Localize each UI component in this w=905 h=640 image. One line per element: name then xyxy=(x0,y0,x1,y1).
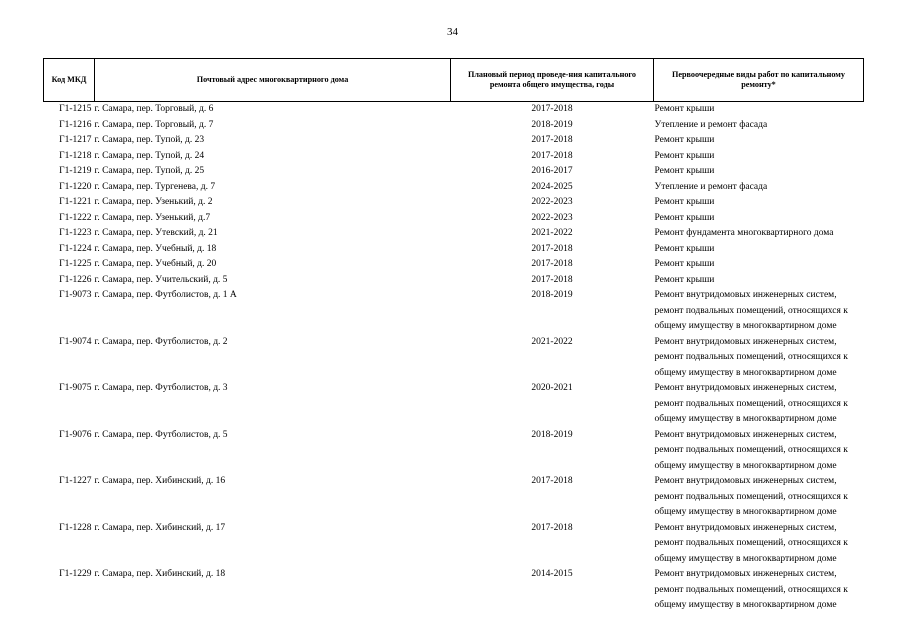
work-line: Ремонт внутридомовых инженерных систем, xyxy=(654,522,837,533)
cell-code: Г1-1216 xyxy=(59,119,92,130)
cell-works xyxy=(654,474,864,521)
table-row xyxy=(44,273,864,289)
work-line: Ремонт крыши xyxy=(654,166,715,176)
cell-works xyxy=(654,428,864,475)
capital-repair-table xyxy=(43,58,864,614)
cell-address: г. Самара, пер. Узенький, д. 2 xyxy=(94,197,213,207)
cell-period: 2018-2019 xyxy=(531,429,573,440)
cell-works xyxy=(654,257,864,273)
cell-address: г. Самара, пер. Учебный, д. 18 xyxy=(94,243,217,254)
cell-code: Г1-1228 xyxy=(59,522,92,533)
cell-address: г. Самара, пер. Хибинский, д. 18 xyxy=(94,569,226,579)
work-line: общему имуществу в многоквартирном доме xyxy=(654,600,837,610)
cell-works xyxy=(654,102,864,118)
cell-address: г. Самара, пер. Тургенева, д. 7 xyxy=(94,181,216,192)
table-row xyxy=(44,133,864,149)
work-line: Ремонт крыши xyxy=(654,104,715,114)
cell-works xyxy=(654,118,864,134)
table-row xyxy=(44,567,864,614)
work-line: Ремонт крыши xyxy=(654,243,715,254)
table-body xyxy=(44,102,864,614)
cell-code: Г1-1222 xyxy=(59,212,92,223)
work-line: Утепление и ремонт фасада xyxy=(654,181,768,192)
cell-works xyxy=(654,149,864,165)
cell-period: 2017-2018 xyxy=(531,259,573,269)
cell-period: 2020-2021 xyxy=(531,383,573,393)
table-row xyxy=(44,118,864,134)
work-line: Ремонт крыши xyxy=(654,135,715,145)
cell-period: 2018-2019 xyxy=(531,119,573,130)
cell-code: Г1-1224 xyxy=(59,243,92,254)
cell-address: г. Самара, пер. Футболистов, д. 3 xyxy=(94,383,228,393)
table-row xyxy=(44,102,864,118)
cell-period: 2017-2018 xyxy=(531,243,573,254)
table-row xyxy=(44,288,864,335)
work-line: Ремонт внутридомовых инженерных систем, xyxy=(654,336,837,347)
table-row xyxy=(44,195,864,211)
cell-address: г. Самара, пер. Утевский, д. 21 xyxy=(94,228,218,238)
work-line: Ремонт крыши xyxy=(654,212,715,223)
cell-address: г. Самара, пер. Хибинский, д. 16 xyxy=(94,476,226,486)
cell-period: 2022-2023 xyxy=(531,212,573,223)
cell-code: Г1-1227 xyxy=(59,476,92,486)
cell-address: г. Самара, пер. Торговый, д. 7 xyxy=(94,119,214,130)
cell-period: 2018-2019 xyxy=(531,290,573,300)
work-line: общему имуществу в многоквартирном доме xyxy=(654,507,837,517)
cell-address: г. Самара, пер. Учительский, д. 5 xyxy=(94,274,228,285)
work-line: ремонт подвальных помещений, относящихся к xyxy=(654,352,848,362)
work-line: общему имуществу в многоквартирном доме xyxy=(654,367,837,378)
header-period: Плановый период проведе-ния капитального ремонта общего имущества, годы xyxy=(451,59,654,102)
work-line: Ремонт крыши xyxy=(654,197,715,207)
cell-works xyxy=(654,164,864,180)
cell-code: Г1-1229 xyxy=(59,569,92,579)
work-line: ремонт подвальных помещений, относящихся к xyxy=(654,584,848,595)
page-number: 34 xyxy=(447,26,458,38)
cell-works xyxy=(654,381,864,428)
work-line: ремонт подвальных помещений, относящихся к xyxy=(654,538,848,548)
work-line: Ремонт фундамента многоквартирного дома xyxy=(654,228,834,238)
cell-code: Г1-1220 xyxy=(59,181,92,192)
cell-works xyxy=(654,133,864,149)
cell-address: г. Самара, пер. Узенький, д.7 xyxy=(94,212,211,223)
work-line: Ремонт внутридомовых инженерных систем, xyxy=(654,476,837,486)
work-line: ремонт подвальных помещений, относящихся к xyxy=(654,491,848,502)
table-header xyxy=(44,59,864,102)
table-row xyxy=(44,242,864,258)
table-row xyxy=(44,164,864,180)
cell-code: Г1-1217 xyxy=(59,135,92,145)
cell-period: 2022-2023 xyxy=(531,197,573,207)
table-row xyxy=(44,149,864,165)
header-address: Почтовый адрес многоквартирного дома xyxy=(95,59,451,102)
cell-code: Г1-1219 xyxy=(59,166,92,176)
work-line: общему имуществу в многоквартирном доме xyxy=(654,553,837,564)
cell-code: Г1-9074 xyxy=(59,336,92,347)
work-line: Ремонт внутридомовых инженерных систем, xyxy=(654,429,837,440)
cell-code: Г1-1218 xyxy=(59,150,92,161)
table-row xyxy=(44,180,864,196)
work-line: Ремонт внутридомовых инженерных систем, xyxy=(654,569,837,579)
cell-works xyxy=(654,195,864,211)
cell-address: г. Самара, пер. Футболистов, д. 2 xyxy=(94,336,228,347)
header-code: Код МКД xyxy=(44,59,95,102)
cell-code: Г1-1221 xyxy=(59,197,92,207)
table-row xyxy=(44,211,864,227)
cell-works xyxy=(654,335,864,382)
cell-works xyxy=(654,226,864,242)
work-line: общему имуществу в многоквартирном доме xyxy=(654,460,837,471)
cell-address: г. Самара, пер. Торговый, д. 6 xyxy=(94,104,214,114)
work-line: Ремонт крыши xyxy=(654,259,715,269)
work-line: Ремонт крыши xyxy=(654,150,715,161)
table-row xyxy=(44,381,864,428)
cell-code: Г1-1215 xyxy=(59,104,92,114)
work-line: ремонт подвальных помещений, относящихся к xyxy=(654,398,848,409)
work-line: ремонт подвальных помещений, относящихся к xyxy=(654,305,848,316)
cell-works xyxy=(654,521,864,568)
cell-code: Г1-9073 xyxy=(59,290,92,300)
cell-period: 2017-2018 xyxy=(531,150,573,161)
cell-period: 2014-2015 xyxy=(531,569,573,579)
cell-period: 2017-2018 xyxy=(531,135,573,145)
cell-address: г. Самара, пер. Футболистов, д. 1 А xyxy=(94,290,237,300)
cell-code: Г1-9075 xyxy=(59,383,92,393)
cell-address: г. Самара, пер. Тупой, д. 23 xyxy=(94,135,205,145)
cell-period: 2017-2018 xyxy=(531,104,573,114)
table-row xyxy=(44,521,864,568)
table-row xyxy=(44,428,864,475)
cell-address: г. Самара, пер. Хибинский, д. 17 xyxy=(94,522,226,533)
cell-period: 2021-2022 xyxy=(531,336,573,347)
work-line: ремонт подвальных помещений, относящихся к xyxy=(654,445,848,455)
cell-works xyxy=(654,567,864,614)
work-line: Ремонт внутридомовых инженерных систем, xyxy=(654,290,837,300)
cell-period: 2017-2018 xyxy=(531,522,573,533)
cell-address: г. Самара, пер. Тупой, д. 25 xyxy=(94,166,205,176)
table-row xyxy=(44,474,864,521)
cell-works xyxy=(654,242,864,258)
work-line: общему имуществу в многоквартирном доме xyxy=(654,321,837,331)
cell-period: 2017-2018 xyxy=(531,476,573,486)
cell-period: 2021-2022 xyxy=(531,228,573,238)
cell-works xyxy=(654,180,864,196)
work-line: Ремонт крыши xyxy=(654,274,715,285)
cell-period: 2017-2018 xyxy=(531,274,573,285)
cell-code: Г1-9076 xyxy=(59,429,92,440)
cell-address: г. Самара, пер. Футболистов, д. 5 xyxy=(94,429,228,440)
cell-code: Г1-1226 xyxy=(59,274,92,285)
table-row xyxy=(44,226,864,242)
cell-works xyxy=(654,288,864,335)
cell-code: Г1-1225 xyxy=(59,259,92,269)
work-line: Утепление и ремонт фасада xyxy=(654,119,768,130)
cell-works xyxy=(654,273,864,289)
cell-period: 2024-2025 xyxy=(531,181,573,192)
table-row xyxy=(44,257,864,273)
cell-period: 2016-2017 xyxy=(531,166,573,176)
cell-address: г. Самара, пер. Тупой, д. 24 xyxy=(94,150,205,161)
table-row xyxy=(44,335,864,382)
cell-address: г. Самара, пер. Учебный, д. 20 xyxy=(94,259,217,269)
cell-works xyxy=(654,211,864,227)
work-line: общему имуществу в многоквартирном доме xyxy=(654,414,837,424)
cell-code: Г1-1223 xyxy=(59,228,92,238)
header-works: Первоочередные виды работ по капитальному ремонту* xyxy=(654,59,864,102)
work-line: Ремонт внутридомовых инженерных систем, xyxy=(654,383,837,393)
